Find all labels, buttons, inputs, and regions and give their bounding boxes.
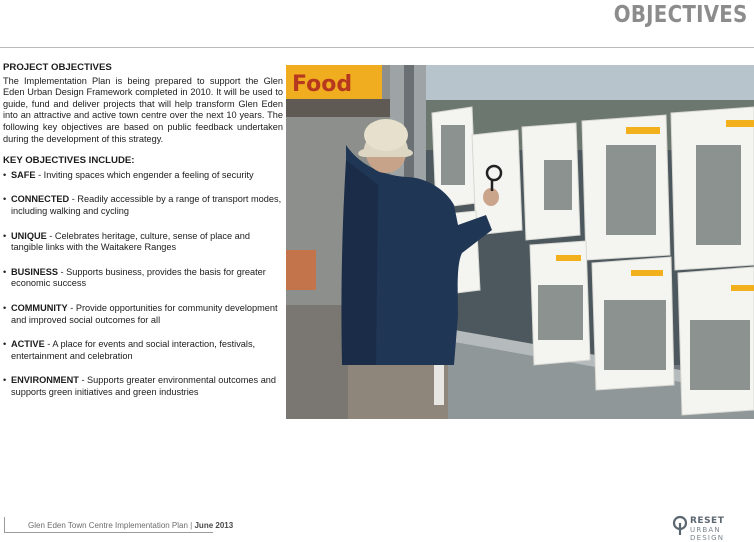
objective-item-connected	[3, 194, 283, 217]
logo-wordmark-reset: RESET	[690, 516, 725, 526]
objective-label: CONNECTED	[11, 194, 70, 205]
objective-label: UNIQUE	[11, 230, 47, 241]
objective-description: - Supports business, provides the basis for greater economic success	[11, 266, 266, 289]
page-title: OBJECTIVES	[614, 2, 748, 28]
objective-description: - Readily accessible by a range of transport modes, including walking and cycling	[11, 194, 282, 216]
objective-label: COMMUNITY	[11, 302, 68, 313]
logo-wordmark-urban-design: URBAN DESIGN	[690, 526, 725, 542]
key-objectives-heading: KEY OBJECTIVES INCLUDE:	[3, 155, 135, 167]
footer-separator: |	[187, 521, 195, 530]
food-sign-text: Food	[292, 72, 353, 97]
footer-underline	[10, 532, 213, 533]
objective-label: ENVIRONMENT	[11, 375, 79, 386]
bullet-icon: •	[3, 169, 7, 180]
objective-item-active	[3, 339, 283, 362]
reset-logo-icon	[672, 515, 688, 535]
header-divider	[0, 47, 754, 48]
footer-date: June 2013	[194, 521, 234, 530]
objective-description: - A place for events and social interaction, festivals, entertainment and celebration	[11, 339, 256, 361]
reset-urban-design-logo	[672, 515, 752, 542]
objective-item-safe	[3, 170, 283, 182]
bullet-icon: •	[3, 375, 7, 386]
objective-item-business	[3, 267, 283, 290]
bullet-icon: •	[3, 266, 7, 277]
footer-document-info	[28, 521, 233, 530]
community-consultation-photo	[286, 65, 754, 419]
key-objectives-list	[3, 170, 283, 399]
objective-label: ACTIVE	[11, 339, 45, 350]
bullet-icon: •	[3, 302, 7, 313]
objective-description: - Supports greater environmental outcomes and supports green initiatives and green industries	[11, 375, 277, 397]
objective-item-community	[3, 303, 283, 326]
objectives-text-column	[3, 62, 283, 411]
objective-label: BUSINESS	[11, 266, 58, 277]
project-objectives-heading: PROJECT OBJECTIVES	[3, 62, 112, 73]
project-intro-paragraph: The Implementation Plan is being prepared to support the Glen Eden Urban Design Framework completed in 2010. It will be used to guide, fund and deliver projects that will help transform Glen Eden into an attractive and active town centre over the next 10 years. The following key objectives are based on public feedback undertaken during the development of this strategy.	[3, 75, 283, 144]
objective-description: - Inviting spaces which engender a feeling of security	[35, 169, 254, 180]
footer-bracket	[4, 517, 11, 533]
bullet-icon: •	[3, 230, 7, 241]
objective-item-unique	[3, 231, 283, 254]
bullet-icon: •	[3, 339, 7, 350]
footer-doc-title: Glen Eden Town Centre Implementation Plan	[28, 521, 188, 530]
objective-label: SAFE	[11, 169, 36, 180]
objective-description: - Celebrates heritage, culture, sense of place and tangible links with the Waitakere Ranges	[11, 230, 250, 253]
objective-description: - Provide opportunities for community development and improved social outcomes for all	[11, 302, 278, 325]
objective-item-environment	[3, 375, 283, 398]
bullet-icon: •	[3, 194, 7, 205]
